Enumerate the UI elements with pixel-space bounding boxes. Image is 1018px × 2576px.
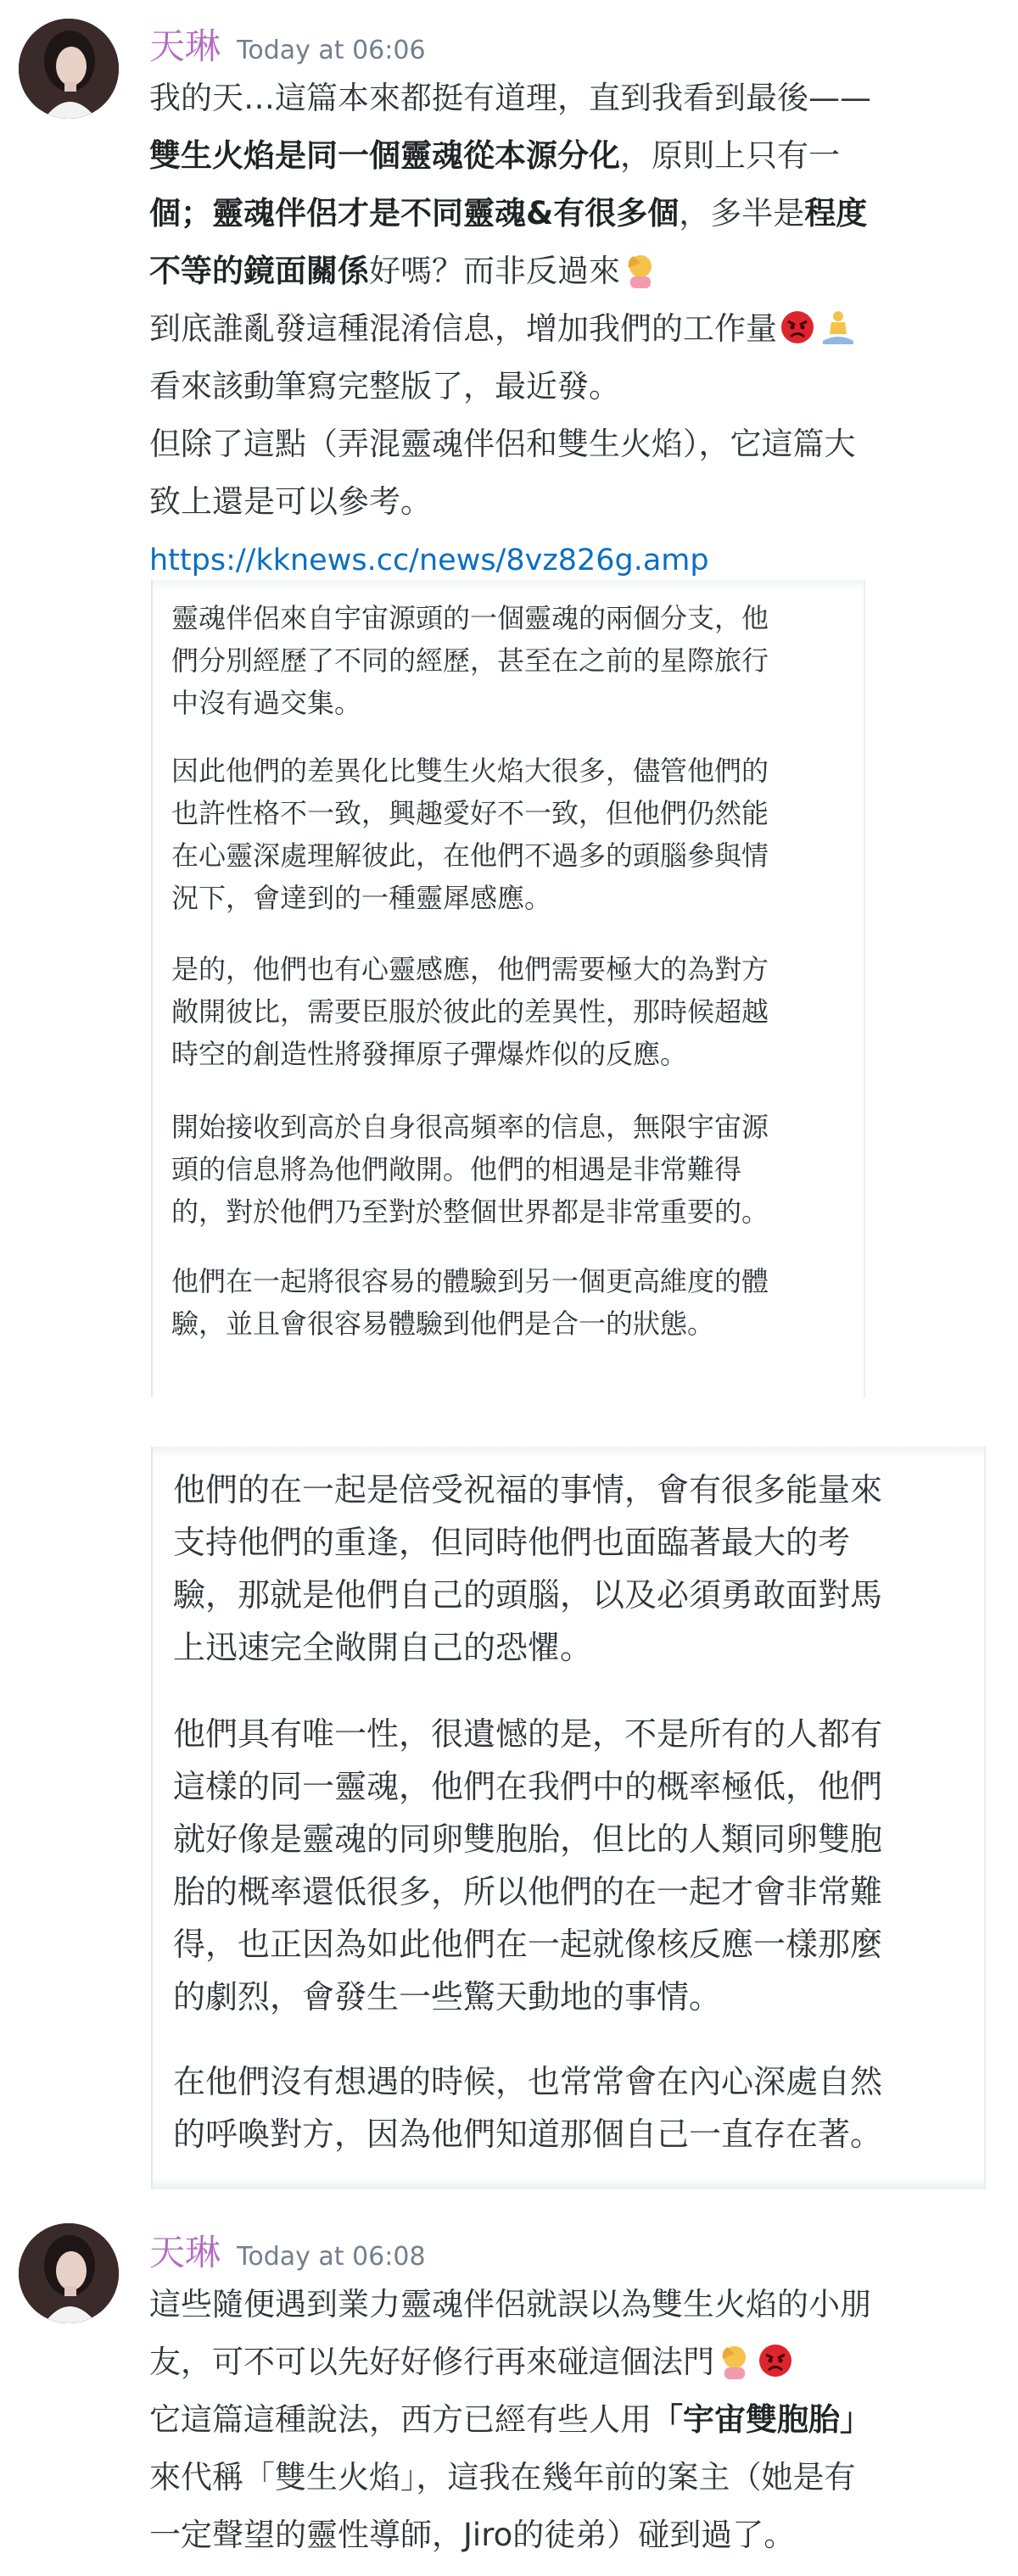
angry-face-emoji bbox=[779, 309, 816, 346]
message-line bbox=[149, 2276, 998, 2333]
quote-line: 況下，會達到的一種靈犀感應。 bbox=[171, 882, 552, 914]
quote-line: 因此他們的差異化比雙生火焰大很多，儘管他們的 bbox=[171, 755, 769, 787]
quote-line: 上迅速完全敞開自己的恐懼。 bbox=[173, 1629, 593, 1666]
message-line bbox=[149, 185, 998, 243]
message-line bbox=[149, 415, 998, 473]
text: 來代稱「雙生火焰」，這我在幾年前的案主（她是有 bbox=[149, 2459, 856, 2495]
quote-line: 時空的創造性將發揮原子彈爆炸似的反應。 bbox=[171, 1038, 688, 1070]
quote-line: 在心靈深處理解彼此，在他們不過多的頭腦參與情 bbox=[171, 839, 769, 872]
username[interactable]: 天琳 bbox=[149, 2232, 221, 2273]
quote-line: 他們具有唯一性，很遺憾的是，不是所有的人都有 bbox=[173, 1715, 883, 1753]
message-line bbox=[149, 2449, 998, 2506]
timestamp[interactable]: Today at 06:08 bbox=[237, 2242, 426, 2272]
timestamp[interactable]: Today at 06:06 bbox=[237, 36, 426, 65]
message-line bbox=[149, 70, 998, 127]
bold-text: 「宇宙雙胞胎」 bbox=[652, 2401, 871, 2438]
quote-line: 中沒有過交集。 bbox=[171, 687, 362, 719]
quote-line: 是的，他們也有心靈感應，他們需要極大的為對方 bbox=[171, 953, 769, 985]
article-link[interactable]: https://kknews.cc/news/8vz826g.amp bbox=[149, 544, 709, 577]
quote-line: 靈魂伴侶來自宇宙源頭的一個靈魂的兩個分支，他 bbox=[171, 602, 769, 634]
quote-line: 他們的在一起是倍受祝福的事情，會有很多能量來 bbox=[173, 1471, 883, 1508]
quote-line: 在他們沒有想遇的時候，也常常會在內心深處自然 bbox=[173, 2063, 883, 2100]
message-header bbox=[149, 19, 426, 66]
text: 到底誰亂發這種混淆信息，增加我們的工作量 bbox=[149, 310, 777, 347]
quote-line: 頭的信息將為他們敞開。他們的相遇是非常難得 bbox=[171, 1153, 742, 1185]
quote-line: 就好像是靈魂的同卵雙胞胎，但比的人類同卵雙胞 bbox=[173, 1820, 883, 1858]
quote-line: 的劇烈，會發生一些驚天動地的事情。 bbox=[173, 1978, 722, 2016]
text: 這些隨便遇到業力靈魂伴侶就誤以為雙生火焰的小朋 bbox=[149, 2286, 871, 2322]
facepalm-emoji bbox=[622, 251, 659, 288]
text: 友，可不可以先好好修行再來碰這個法門 bbox=[149, 2344, 714, 2380]
image-edge bbox=[153, 2177, 984, 2189]
quote-line: 他們在一起將很容易的體驗到另一個更高維度的體 bbox=[171, 1265, 769, 1297]
text: 致上還是可以參考。 bbox=[149, 483, 432, 520]
quote-line: 得，也正因為如此他們在一起就像核反應一樣那麼 bbox=[173, 1926, 883, 1963]
message-line bbox=[149, 243, 998, 300]
image-edge bbox=[153, 580, 864, 592]
message-header bbox=[149, 2225, 426, 2272]
bold-text: 程度 bbox=[804, 195, 868, 231]
avatar-portrait-icon bbox=[19, 19, 119, 119]
quote-line: 也許性格不一致，興趣愛好不一致，但他們仍然能 bbox=[171, 797, 769, 829]
quote-line: 這樣的同一靈魂，他們在我們中的概率極低，他們 bbox=[173, 1768, 883, 1805]
message-content bbox=[149, 70, 998, 588]
message-line bbox=[149, 473, 998, 531]
bold-text: 雙生火焰是同一個靈魂從本源分化 bbox=[149, 137, 620, 174]
message-line bbox=[149, 358, 998, 415]
text: 好嗎？而非反過來 bbox=[369, 253, 620, 289]
text: 但除了這點（弄混靈魂伴侶和雙生火焰），它這篇大 bbox=[149, 426, 856, 462]
quote-line: 們分別經歷了不同的經歷，甚至在之前的星際旅行 bbox=[171, 644, 769, 677]
text: 我的天…這篇本來都挺有道理，直到我看到最後—— bbox=[149, 80, 871, 116]
message-line bbox=[149, 300, 998, 358]
quote-line: 胎的概率還低很多，所以他們的在一起才會非常難 bbox=[173, 1873, 883, 1910]
facepalm-emoji bbox=[716, 2342, 753, 2379]
bold-text: 不等的鏡面關係 bbox=[149, 253, 369, 289]
quote-line: 支持他們的重逢，但同時他們也面臨著最大的考 bbox=[173, 1524, 851, 1561]
message-line bbox=[149, 127, 998, 185]
message-line bbox=[149, 2391, 998, 2449]
bold-text: 個； bbox=[149, 195, 212, 231]
bold-text: 靈魂伴侶才是不同靈魂&有很多個 bbox=[212, 195, 680, 231]
image-edge bbox=[153, 1447, 984, 1458]
quoted-image-2[interactable] bbox=[151, 1447, 986, 2189]
text: ，多半是 bbox=[679, 195, 805, 231]
message-line bbox=[149, 2506, 998, 2564]
text: 看來該動筆寫完整版了，最近發。 bbox=[149, 368, 620, 404]
text: 一定聲望的靈性導師，Jiro的徒弟）碰到過了。 bbox=[149, 2517, 796, 2553]
username[interactable]: 天琳 bbox=[149, 25, 221, 67]
quoted-image-1[interactable] bbox=[151, 580, 865, 1397]
avatar[interactable] bbox=[19, 19, 119, 119]
quote-line: 驗，並且會很容易體驗到他們是合一的狀態。 bbox=[171, 1308, 715, 1340]
meditating-person-emoji bbox=[819, 309, 857, 346]
avatar-portrait-icon bbox=[19, 2223, 119, 2323]
angry-face-emoji bbox=[757, 2342, 794, 2379]
text: ，原則上只有一 bbox=[620, 137, 840, 174]
text: 它這篇這種說法，西方已經有些人用 bbox=[149, 2401, 652, 2438]
message-line bbox=[149, 2333, 998, 2391]
message-content bbox=[149, 2276, 998, 2564]
quote-line: 敞開彼比，需要臣服於彼此的差異性，那時候超越 bbox=[171, 995, 769, 1028]
quote-line: 驗，那就是他們自己的頭腦，以及必須勇敢面對馬 bbox=[173, 1576, 883, 1614]
avatar[interactable] bbox=[19, 2223, 119, 2323]
quote-line: 開始接收到高於自身很高頻率的信息，無限宇宙源 bbox=[171, 1111, 769, 1143]
quote-line: 的呼喚對方，因為他們知道那個自己一直存在著。 bbox=[173, 2116, 883, 2153]
quote-line: 的，對於他們乃至對於整個世界都是非常重要的。 bbox=[171, 1196, 769, 1228]
